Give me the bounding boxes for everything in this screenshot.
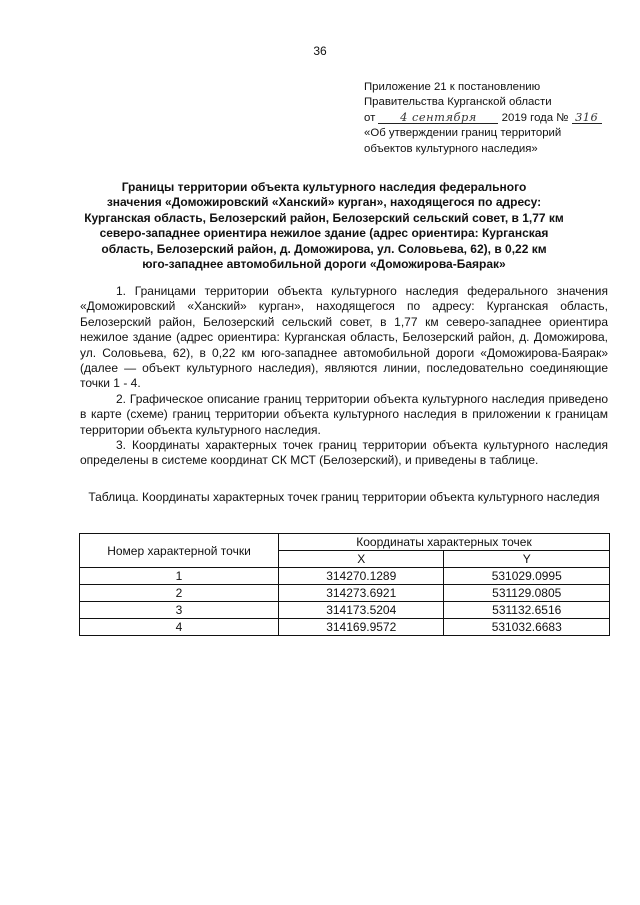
header-point-number: Номер характерной точки (80, 534, 279, 568)
appendix-line-1: Приложение 21 к постановлению (364, 81, 541, 93)
point-number-cell: 3 (80, 602, 279, 619)
paragraph-2: 2. Графическое описание границ территории объекта культурного наследия приведено в карте (схеме) границ территории объекта культурного наследия в приложении к границам территории объекта культурного наследия. (80, 391, 608, 437)
header-x: X (279, 551, 444, 568)
handwritten-date: 4 сентября (378, 111, 498, 124)
header-y: Y (444, 551, 610, 568)
heading-line: северо-западнее ориентира нежилое здание (адрес ориентира: Курганская (99, 226, 549, 241)
document-body (80, 284, 608, 469)
document-heading (74, 180, 574, 272)
appendix-line-4: «Об утверждении границ территорий (364, 127, 562, 140)
paragraph-1: 1. Границами территории объекта культурного наследия федерального значения «Доможировский «Ханский» курган», находящегося по адресу: Курганская область, Белозерский район, Белозерский сельский совет, в 1,77 км северо-западнее ориентира нежилое здание (адрес ориентира: Курганская область, Белозерский район, д. Доможирова, ул. Соловьева, 62), в 0,22 км юго-западнее автомобильной дороги «Доможирова-Баярак» (далее — объект культурного наследия), являются линии, последовательно соединяющие точки 1 - 4. (80, 284, 608, 391)
appendix-block (364, 80, 626, 157)
heading-line: значения «Доможировский «Ханский» курган», находящегося по адресу: (106, 195, 542, 210)
heading-line: Границы территории объекта культурного наследия федерального (121, 180, 527, 194)
heading-line: Курганская область, Белозерский район, Белозерский сельский совет, в 1,77 км (84, 210, 564, 225)
coordinates-table (79, 533, 610, 636)
table-caption: Таблица. Координаты характерных точек границ территории объекта культурного наследия (88, 490, 600, 504)
table-row (80, 568, 610, 585)
heading-line: юго-западнее автомобильной дороги «Доможирова-Баярак» (142, 257, 506, 272)
table-header-row (80, 534, 610, 551)
point-number-cell: 2 (80, 585, 279, 602)
appendix-line-5: объектов культурного наследия» (364, 142, 538, 155)
table-row (80, 619, 610, 636)
date-prefix: от (364, 111, 376, 124)
x-cell: 314270.1289 (279, 568, 444, 585)
x-cell: 314173.5204 (279, 602, 444, 619)
y-cell: 531032.6683 (444, 619, 610, 636)
page-number: 36 (313, 44, 327, 58)
header-coordinates: Координаты характерных точек (279, 534, 610, 551)
paragraph-3: 3. Координаты характерных точек границ территории объекта культурного наследия определены в системе координат СК МСТ (Белозерский), и приведены в таблице. (80, 438, 608, 468)
year-text: 2019 года № (501, 111, 569, 124)
y-cell: 531129.0805 (444, 585, 610, 602)
appendix-date-line (364, 111, 626, 126)
point-number-cell: 4 (80, 619, 279, 636)
table-row (80, 602, 610, 619)
y-cell: 531132.6516 (444, 602, 610, 619)
point-number-cell: 1 (80, 568, 279, 585)
heading-line: область, Белозерский район, д. Доможирова, ул. Соловьева, 62), в 0,22 км (101, 241, 547, 256)
y-cell: 531029.0995 (444, 568, 610, 585)
appendix-line-2: Правительства Курганской области (364, 96, 552, 109)
x-cell: 314169.9572 (279, 619, 444, 636)
handwritten-number: 316 (572, 111, 602, 124)
x-cell: 314273.6921 (279, 585, 444, 602)
table-row (80, 585, 610, 602)
